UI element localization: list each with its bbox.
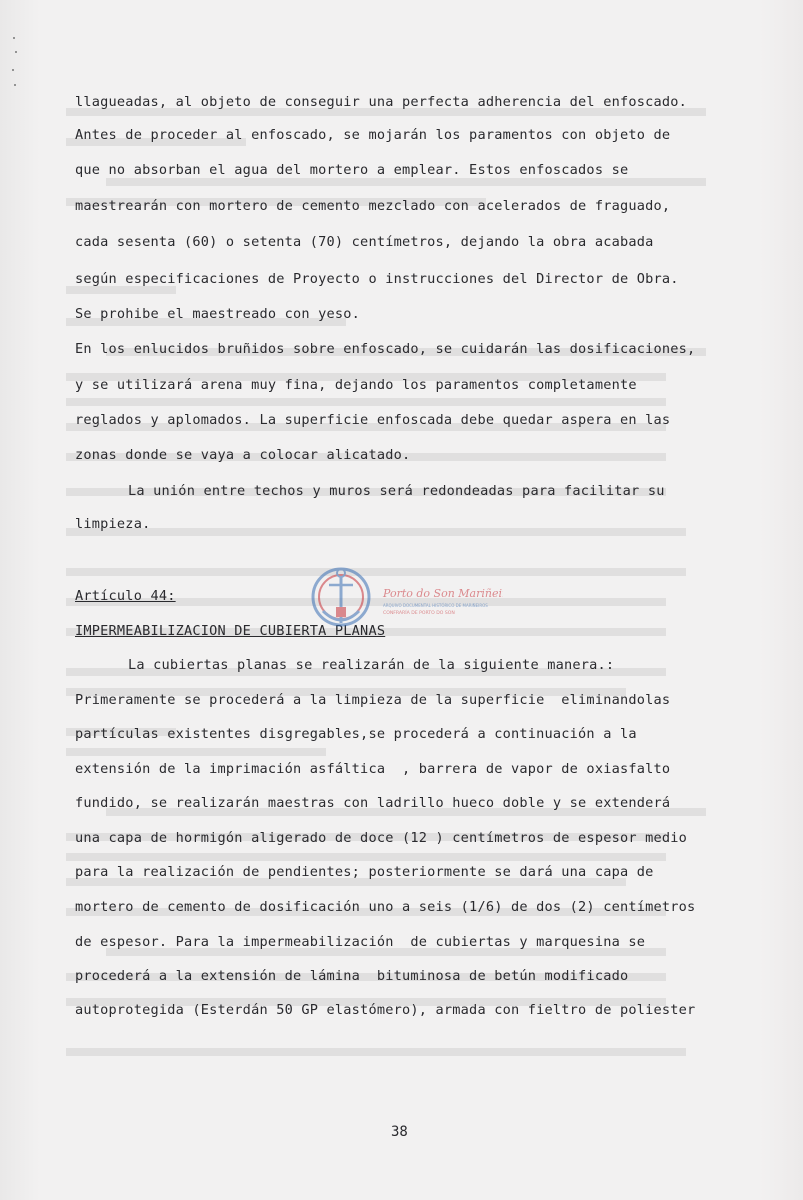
body-line: extensión de la imprimación asfáltica , barrera de vapor de oxiasfalto: [75, 761, 671, 777]
body-line: procederá a la extensión de lámina bituminosa de betún modificado: [75, 968, 629, 984]
article-title: IMPERMEABILIZACION DE CUBIERTA PLANAS: [75, 623, 386, 639]
page-number: 38: [391, 1124, 408, 1140]
body-line: En los enlucidos bruñidos sobre enfoscado, se cuidarán las dosificaciones,: [75, 341, 696, 357]
anchor-emblem-icon: [313, 569, 369, 625]
binding-marks: [8, 30, 22, 90]
archive-seal: [303, 555, 503, 645]
body-line: reglados y aplomados. La superficie enfoscada debe quedar aspera en las: [75, 412, 671, 428]
body-line: para la realización de pendientes; posteriormente se dará una capa de: [75, 864, 654, 880]
body-line: de espesor. Para la impermeabilización de cubiertas y marquesina se: [75, 934, 646, 950]
body-line: y se utilizará arena muy fina, dejando los paramentos completamente: [75, 377, 637, 393]
seal-subtitle-2: CONFRARÍA DE PORTO DO SON: [383, 611, 455, 616]
body-line: Primeramente se procederá a la limpieza de la superficie eliminandolas: [75, 692, 671, 708]
body-line: maestrearán con mortero de cemento mezclado con acelerados de fraguado,: [75, 198, 671, 214]
body-line: fundido, se realizarán maestras con ladrillo hueco doble y se extenderá: [75, 795, 671, 811]
body-line: cada sesenta (60) o setenta (70) centímetros, dejando la obra acabada: [75, 234, 654, 250]
body-line: que no absorban el agua del mortero a emplear. Estos enfoscados se: [75, 162, 629, 178]
body-line: una capa de hormigón aligerado de doce (12 ) centímetros de espesor medio: [75, 830, 688, 846]
body-line: Se prohibe el maestreado con yeso.: [75, 306, 361, 322]
seal-subtitle-1: ARQUIVO DOCUMENTAL HISTÓRICO DE MARIÑEIROS: [383, 603, 488, 608]
body-line: autoprotegida (Esterdán 50 GP elastómero), armada con fieltro de poliester: [75, 1002, 696, 1018]
body-line: limpieza.: [75, 516, 151, 532]
body-line: partículas existentes disgregables,se procederá a continuación a la: [75, 726, 637, 742]
body-line: zonas donde se vaya a colocar alicatado.: [75, 447, 411, 463]
body-line: La unión entre techos y muros será redondeadas para facilitar su: [128, 483, 665, 499]
article-number: Artículo 44:: [75, 588, 176, 604]
body-line: La cubiertas planas se realizarán de la siguiente manera.:: [128, 657, 615, 673]
body-line: llagueadas, al objeto de conseguir una perfecta adherencia del enfoscado.: [75, 94, 688, 110]
body-line: mortero de cemento de dosificación uno a seis (1/6) de dos (2) centímetros: [75, 899, 696, 915]
body-line: Antes de proceder al enfoscado, se mojarán los paramentos con objeto de: [75, 127, 671, 143]
body-line: según especificaciones de Proyecto o instrucciones del Director de Obra.: [75, 271, 679, 287]
seal-script-name: Porto do Son Mariñeiro: [383, 587, 503, 600]
